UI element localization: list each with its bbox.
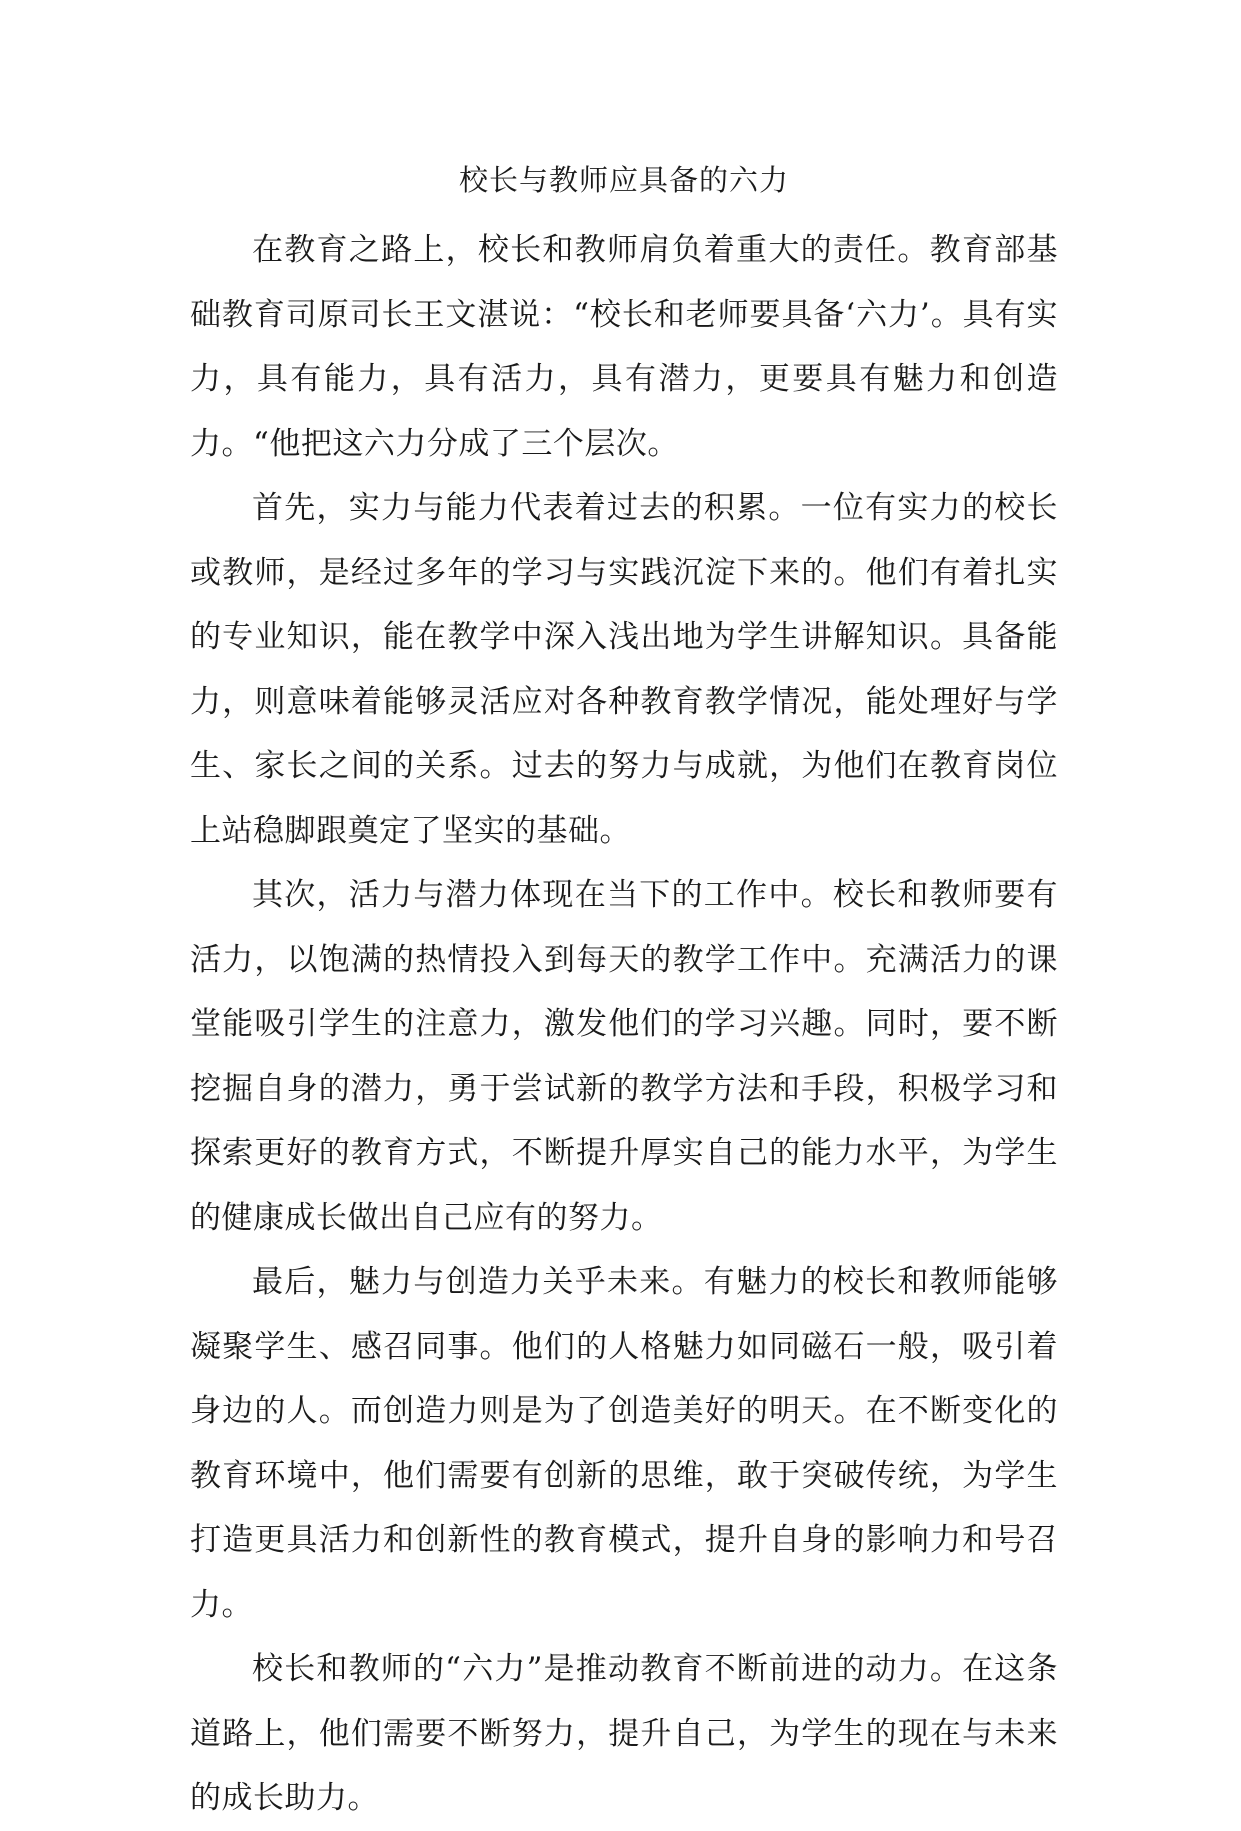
document-page [190,150,1058,1831]
paragraph-second-point: 其次，活力与潜力体现在当下的工作中。校长和教师要有活力，以饱满的热情投入到每天的教学工作中。充满活力的课堂能吸引学生的注意力，激发他们的学习兴趣。同时，要不断挖掘自身的潜力，勇于尝试新的教学方法和手段，积极学习和探索更好的教育方式，不断提升厚实自己的能力水平，为学生的健康成长做出自己应有的努力。 [190,877,1058,1236]
document-title: 校长与教师应具备的六力 [458,163,789,197]
paragraph-intro: 在教育之路上，校长和教师肩负着重大的责任。教育部基础教育司原司长王文湛说：“校长和老师要具备‘六力’。具有实力，具有能力，具有活力，具有潜力，更要具有魅力和创造力。“他把这六力分成了三个层次。 [190,232,1058,462]
paragraph-third-point: 最后，魅力与创造力关乎未来。有魅力的校长和教师能够凝聚学生、感召同事。他们的人格魅力如同磁石一般，吸引着身边的人。而创造力则是为了创造美好的明天。在不断变化的教育环境中，他们需要有创新的思维，敢于突破传统，为学生打造更具活力和创新性的教育模式，提升自身的影响力和号召力。 [190,1264,1058,1623]
paragraph-conclusion: 校长和教师的“六力”是推动教育不断前进的动力。在这条道路上，他们需要不断努力，提升自己，为学生的现在与未来的成长助力。 [190,1651,1058,1816]
paragraph-first-point: 首先，实力与能力代表着过去的积累。一位有实力的校长或教师，是经过多年的学习与实践沉淀下来的。他们有着扎实的专业知识，能在教学中深入浅出地为学生讲解知识。具备能力，则意味着能够灵活应对各种教育教学情况，能处理好与学生、家长之间的关系。过去的努力与成就，为他们在教育岗位上站稳脚跟奠定了坚实的基础。 [190,490,1058,849]
